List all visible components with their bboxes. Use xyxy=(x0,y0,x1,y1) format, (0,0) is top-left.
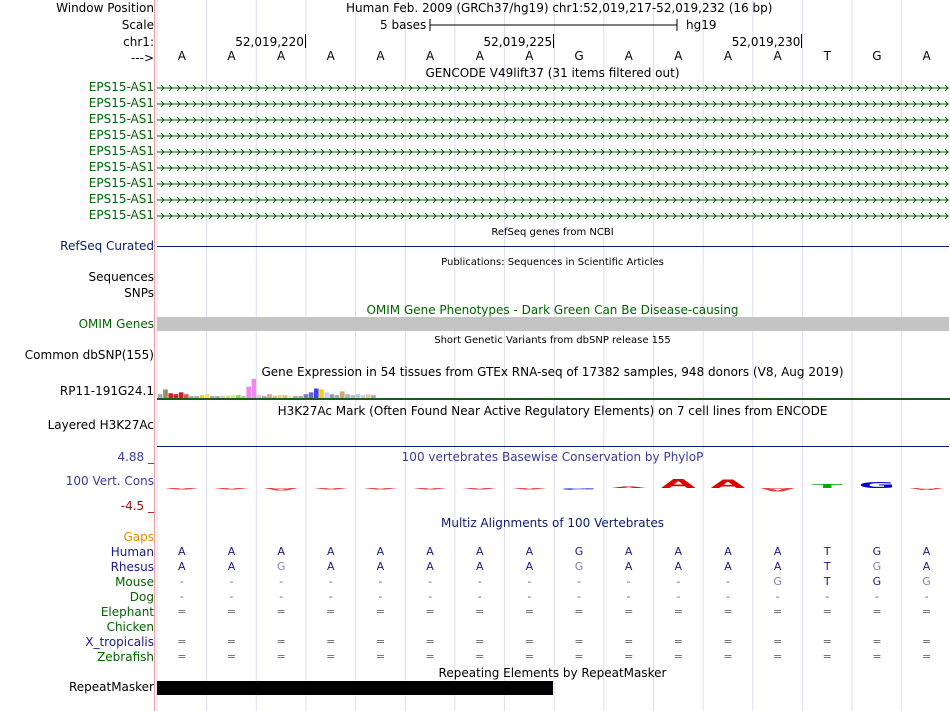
gtex-tissue-bar xyxy=(324,392,329,398)
gencode-transcript[interactable] xyxy=(157,99,949,109)
gencode-transcript[interactable] xyxy=(157,83,949,93)
gencode-transcript[interactable] xyxy=(157,131,949,141)
omim-title[interactable]: OMIM Gene Phenotypes - Dark Green Can Be Disease-causing xyxy=(366,303,739,317)
gencode-transcript[interactable] xyxy=(157,195,949,205)
gtex-tissue-bar xyxy=(293,396,298,398)
alignment-base: A xyxy=(178,560,186,573)
phylop-logo-letter: A xyxy=(660,477,696,491)
alignment-base: A xyxy=(376,545,385,558)
gencode-item-label[interactable]: EPS15-AS1 xyxy=(88,80,154,94)
gtex-tissue-bar xyxy=(288,396,293,398)
phylop-logo-letter: A xyxy=(313,487,349,490)
alignment-base: T xyxy=(823,545,831,558)
alignment-base: = xyxy=(475,650,485,663)
alignment-base: = xyxy=(574,605,584,618)
alignment-base: = xyxy=(326,650,336,663)
alignment-base: = xyxy=(425,605,435,618)
alignment-base: G xyxy=(872,545,882,558)
gencode-transcript[interactable] xyxy=(157,163,949,173)
gtex-tissue-bar xyxy=(335,395,340,398)
alignment-base: = xyxy=(773,635,783,648)
phylop-label[interactable]: 100 Vert. Cons xyxy=(65,474,154,488)
gtex-tissue-bar xyxy=(340,391,345,398)
gtex-tissue-bar xyxy=(200,395,205,398)
alignment-base: = xyxy=(673,635,683,648)
alignment-base: G xyxy=(276,560,286,573)
alignment-base: - xyxy=(527,590,532,603)
alignment-base: - xyxy=(825,590,830,603)
phylop-title[interactable]: 100 vertebrates Basewise Conservation by PhyloP xyxy=(401,450,704,464)
alignment-base: - xyxy=(378,590,383,603)
base-letter: A xyxy=(277,49,286,63)
ruler-tick-mark xyxy=(305,34,306,48)
alignment-base: - xyxy=(527,575,532,588)
alignment-base: - xyxy=(626,575,631,588)
alignment-base: = xyxy=(524,605,534,618)
alignment-base: A xyxy=(624,560,633,573)
omim-gene-bar[interactable] xyxy=(157,317,949,331)
alignment-base: - xyxy=(378,575,383,588)
refseq-gene-line[interactable] xyxy=(157,246,949,247)
alignment-base: A xyxy=(178,545,186,558)
species-label[interactable]: Rhesus xyxy=(110,560,154,574)
gencode-item-label[interactable]: EPS15-AS1 xyxy=(88,128,154,142)
alignment-base: = xyxy=(624,635,634,648)
species-label[interactable]: Chicken xyxy=(106,620,154,634)
snps-label[interactable]: SNPs xyxy=(124,286,154,300)
gtex-tissue-bar xyxy=(330,394,335,398)
alignment-base: A xyxy=(922,545,931,558)
gtex-tissue-bar xyxy=(278,395,283,398)
publications-title[interactable]: Publications: Sequences in Scientific Articles xyxy=(441,257,664,268)
alignment-base: = xyxy=(921,650,932,663)
base-letter: A xyxy=(624,49,633,63)
chrom-label: chr1: xyxy=(123,35,154,49)
phylop-logo-letter: G xyxy=(560,487,598,491)
scale-label: Scale xyxy=(121,18,154,32)
window-position-label: Window Position xyxy=(56,1,154,15)
species-label[interactable]: X_tropicalis xyxy=(85,635,154,649)
h3k27ac-baseline xyxy=(157,446,949,447)
gtex-tissue-bar xyxy=(236,395,241,398)
gtex-tissue-bar xyxy=(168,393,173,398)
alignment-base: = xyxy=(475,635,485,648)
phylop-logo-letter: A xyxy=(710,477,746,491)
h3k27ac-label[interactable]: Layered H3K27Ac xyxy=(47,418,154,432)
alignment-base: A xyxy=(426,545,434,558)
alignment-base: G xyxy=(773,575,782,588)
gtex-tissue-bar xyxy=(215,396,220,398)
alignment-base: - xyxy=(577,575,581,588)
alignment-base: - xyxy=(428,575,433,588)
gtex-title[interactable]: Gene Expression in 54 tissues from GTEx RNA-seq of 17382 samples, 948 donors (V8, Aug 2019) xyxy=(261,365,844,379)
h3k27ac-title[interactable]: H3K27Ac Mark (Often Found Near Active Regulatory Elements) on 7 cell lines from ENCODE xyxy=(277,404,828,418)
gtex-tissue-bar xyxy=(210,396,215,398)
alignment-base: A xyxy=(674,560,683,573)
alignment-base: A xyxy=(773,545,782,558)
multiz-title[interactable]: Multiz Alignments of 100 Vertebrates xyxy=(440,516,665,530)
alignment-base: = xyxy=(673,650,683,663)
alignment-base: = xyxy=(624,605,634,618)
gtex-tissue-bar xyxy=(304,394,309,398)
phylop-logo-letter: G xyxy=(858,480,896,490)
alignment-base: = xyxy=(822,635,832,648)
alignment-base: A xyxy=(773,560,782,573)
phylop-logo[interactable] xyxy=(155,466,950,506)
alignment-base: = xyxy=(872,650,882,663)
alignment-base: = xyxy=(375,635,386,648)
gtex-tissue-bar xyxy=(314,389,319,399)
gtex-tissue-bar xyxy=(252,379,257,398)
alignment-base: = xyxy=(226,635,237,648)
alignment-base: A xyxy=(277,545,285,558)
alignment-base: = xyxy=(574,650,584,663)
phylop-logo-letter: A xyxy=(512,487,547,490)
base-letter: T xyxy=(823,49,831,63)
dbsnp-label[interactable]: Common dbSNP(155) xyxy=(24,348,154,362)
alignment-base: = xyxy=(624,650,634,663)
alignment-base: = xyxy=(574,635,584,648)
alignment-base: = xyxy=(326,635,336,648)
gaps-label[interactable]: Gaps xyxy=(123,530,154,544)
repeatmasker-label[interactable]: RepeatMasker xyxy=(68,680,154,694)
alignment-base: - xyxy=(725,575,730,588)
ruler-tick-mark xyxy=(801,34,802,48)
gencode-item-label[interactable]: EPS15-AS1 xyxy=(88,112,154,126)
refseq-title[interactable]: RefSeq genes from NCBI xyxy=(491,227,614,238)
base-letter: A xyxy=(425,49,435,63)
alignment-base: = xyxy=(723,635,733,648)
base-letter: A xyxy=(674,49,683,63)
alignment-base: - xyxy=(328,590,333,603)
phylop-logo-letter: T xyxy=(811,483,843,490)
gtex-tissue-bar xyxy=(194,396,199,398)
scale-text: 5 bases xyxy=(380,18,427,32)
alignment-base: A xyxy=(426,560,434,573)
alignment-base: G xyxy=(922,575,931,588)
base-letter: A xyxy=(227,49,236,63)
gtex-tissue-bar xyxy=(350,395,355,398)
alignment-base: A xyxy=(525,545,534,558)
species-label[interactable]: Mouse xyxy=(115,575,154,589)
alignment-base: = xyxy=(872,605,882,618)
alignment-base: - xyxy=(725,590,730,603)
gencode-transcript[interactable] xyxy=(157,211,949,221)
alignment-base: - xyxy=(428,590,433,603)
base-letter: A xyxy=(376,49,385,63)
alignment-base: = xyxy=(177,605,187,618)
omim-label[interactable]: OMIM Genes xyxy=(78,317,154,331)
gencode-item-label[interactable]: EPS15-AS1 xyxy=(88,160,154,174)
base-letter: G xyxy=(574,49,584,63)
assembly-label: hg19 xyxy=(686,18,717,32)
alignment-base: = xyxy=(822,605,832,618)
base-letter: A xyxy=(475,49,484,63)
alignment-base: - xyxy=(626,590,631,603)
gtex-tissue-bar xyxy=(231,395,236,398)
gtex-tissue-bar xyxy=(241,396,246,398)
gtex-gene-label[interactable]: RP11-191G24.1 xyxy=(59,384,154,398)
phylop-logo-letter: A xyxy=(214,487,249,490)
repeatmasker-element[interactable] xyxy=(157,681,553,695)
alignment-base: = xyxy=(375,605,386,618)
phylop-logo-letter: A xyxy=(363,487,398,490)
gtex-tissue-bar xyxy=(371,395,376,398)
alignment-base: - xyxy=(229,575,234,588)
sequences-label[interactable]: Sequences xyxy=(88,270,154,284)
alignment-base: = xyxy=(475,605,485,618)
dbsnp-title[interactable]: Short Genetic Variants from dbSNP release 155 xyxy=(434,335,671,346)
alignment-base: - xyxy=(874,590,879,603)
scale-bar xyxy=(428,18,684,32)
refseq-label[interactable]: RefSeq Curated xyxy=(60,239,154,253)
phylop-logo-letter: A xyxy=(412,487,448,490)
gtex-tissue-bar xyxy=(163,389,168,398)
gtex-tissue-bar xyxy=(205,394,210,398)
gencode-transcript[interactable] xyxy=(157,179,949,189)
gencode-item-label[interactable]: EPS15-AS1 xyxy=(88,208,154,222)
strand-arrow-label: ---> xyxy=(130,51,154,65)
gtex-tissue-bar xyxy=(283,395,288,398)
gtex-tissue-bar xyxy=(220,396,225,398)
gtex-tissue-bar xyxy=(361,395,366,398)
alignment-base: - xyxy=(676,575,681,588)
alignment-base: = xyxy=(773,650,783,663)
alignment-base: - xyxy=(179,590,184,603)
alignment-base: A xyxy=(724,560,732,573)
gtex-tissue-bar xyxy=(179,392,184,398)
gtex-tissue-bar xyxy=(272,396,277,398)
alignment-base: - xyxy=(477,575,482,588)
base-letter: A xyxy=(773,49,782,63)
species-label[interactable]: Human xyxy=(110,545,154,559)
alignment-base: G xyxy=(574,545,584,558)
gtex-tissue-bar xyxy=(226,396,231,398)
alignment-base: - xyxy=(676,590,681,603)
alignment-base: A xyxy=(376,560,385,573)
alignment-base: A xyxy=(227,545,236,558)
gtex-tissue-bar xyxy=(345,394,350,398)
alignment-base: = xyxy=(226,650,237,663)
gtex-expression-bars[interactable] xyxy=(155,378,950,400)
base-letter: A xyxy=(326,49,335,63)
alignment-base: - xyxy=(279,590,284,603)
gencode-item-label[interactable]: EPS15-AS1 xyxy=(88,192,154,206)
alignment-base: = xyxy=(226,605,237,618)
species-label[interactable]: Dog xyxy=(129,590,154,604)
phylop-logo-letter: A xyxy=(164,487,200,490)
alignment-base: A xyxy=(674,545,683,558)
alignment-base: A xyxy=(724,545,732,558)
gtex-tissue-bar xyxy=(298,396,303,398)
repeatmasker-title[interactable]: Repeating Elements by RepeatMasker xyxy=(438,666,667,680)
alignment-base: = xyxy=(524,650,534,663)
gtex-tissue-bar xyxy=(267,394,272,398)
alignment-base: = xyxy=(921,635,932,648)
alignment-base: = xyxy=(177,635,187,648)
gtex-tissue-bar xyxy=(309,392,314,398)
alignment-base: - xyxy=(328,575,333,588)
alignment-base: = xyxy=(425,650,435,663)
phylop-logo-letter: A xyxy=(909,487,944,491)
gtex-tissue-bar xyxy=(189,396,194,398)
gtex-tissue-bar xyxy=(158,394,163,398)
gencode-transcript[interactable] xyxy=(157,115,949,125)
alignment-base: A xyxy=(922,560,931,573)
gencode-item-label[interactable]: EPS15-AS1 xyxy=(88,176,154,190)
phylop-min: -4.5 _ xyxy=(120,499,154,513)
base-letter: A xyxy=(177,49,186,63)
alignment-base: - xyxy=(477,590,482,603)
alignment-base: - xyxy=(577,590,581,603)
ruler-tick-label: 52,019,230 xyxy=(731,35,801,49)
alignment-base: A xyxy=(327,545,335,558)
alignment-base: - xyxy=(924,590,929,603)
alignment-base: - xyxy=(279,575,284,588)
alignment-base: = xyxy=(425,635,435,648)
gtex-tissue-bar xyxy=(257,395,262,398)
base-letter: A xyxy=(525,49,534,63)
alignment-base: = xyxy=(723,605,733,618)
gtex-tissue-bar xyxy=(174,394,179,398)
window-position-text: Human Feb. 2009 (GRCh37/hg19) chr1:52,019,217-52,019,232 (16 bp) xyxy=(346,1,773,15)
phylop-logo-letter: A xyxy=(611,486,647,489)
gtex-tissue-bar xyxy=(184,394,189,398)
alignment-base: = xyxy=(921,605,932,618)
gtex-tissue-bar xyxy=(246,387,251,398)
alignment-base: = xyxy=(276,635,286,648)
alignment-base: - xyxy=(179,575,184,588)
alignment-base: T xyxy=(823,560,831,573)
gtex-tissue-bar xyxy=(319,389,324,398)
alignment-base: = xyxy=(673,605,683,618)
phylop-logo-letter: A xyxy=(263,487,299,491)
base-letter: A xyxy=(723,49,733,63)
gencode-item-label[interactable]: EPS15-AS1 xyxy=(88,144,154,158)
alignment-base: T xyxy=(823,575,831,588)
alignment-base: A xyxy=(475,560,484,573)
phylop-logo-letter: A xyxy=(462,487,498,490)
ruler-tick-mark xyxy=(553,34,554,48)
gtex-tissue-bar xyxy=(366,394,371,398)
alignment-base: = xyxy=(326,605,336,618)
alignment-base: = xyxy=(177,650,187,663)
alignment-base: = xyxy=(375,650,386,663)
alignment-base: = xyxy=(524,635,534,648)
alignment-base: A xyxy=(327,560,335,573)
alignment-base: = xyxy=(276,605,286,618)
gencode-item-label[interactable]: EPS15-AS1 xyxy=(88,96,154,110)
alignment-base: - xyxy=(229,590,234,603)
base-letter: G xyxy=(872,49,882,63)
species-label[interactable]: Elephant xyxy=(100,605,154,619)
species-label[interactable]: Zebrafish xyxy=(97,650,154,664)
gencode-transcript[interactable] xyxy=(157,147,949,157)
ruler-tick-label: 52,019,225 xyxy=(483,35,553,49)
alignment-base: G xyxy=(574,560,584,573)
alignment-base: = xyxy=(773,605,783,618)
alignment-base: A xyxy=(624,545,633,558)
alignment-base: - xyxy=(775,590,780,603)
alignment-base: = xyxy=(872,635,882,648)
ruler-tick-label: 52,019,220 xyxy=(235,35,304,49)
alignment-base: = xyxy=(723,650,733,663)
alignment-base: G xyxy=(872,560,882,573)
base-letter: A xyxy=(922,49,931,63)
alignment-base: A xyxy=(525,560,534,573)
phylop-logo-letter: A xyxy=(760,486,795,492)
alignment-base: = xyxy=(276,650,286,663)
alignment-base: A xyxy=(475,545,484,558)
phylop-max: 4.88 _ xyxy=(117,450,154,464)
gencode-title[interactable]: GENCODE V49lift37 (31 items filtered out) xyxy=(425,66,680,80)
gtex-tissue-bar xyxy=(356,394,361,398)
gtex-tissue-bar xyxy=(262,396,267,398)
alignment-base: = xyxy=(822,650,832,663)
alignment-base: G xyxy=(872,575,882,588)
alignment-base: A xyxy=(227,560,236,573)
